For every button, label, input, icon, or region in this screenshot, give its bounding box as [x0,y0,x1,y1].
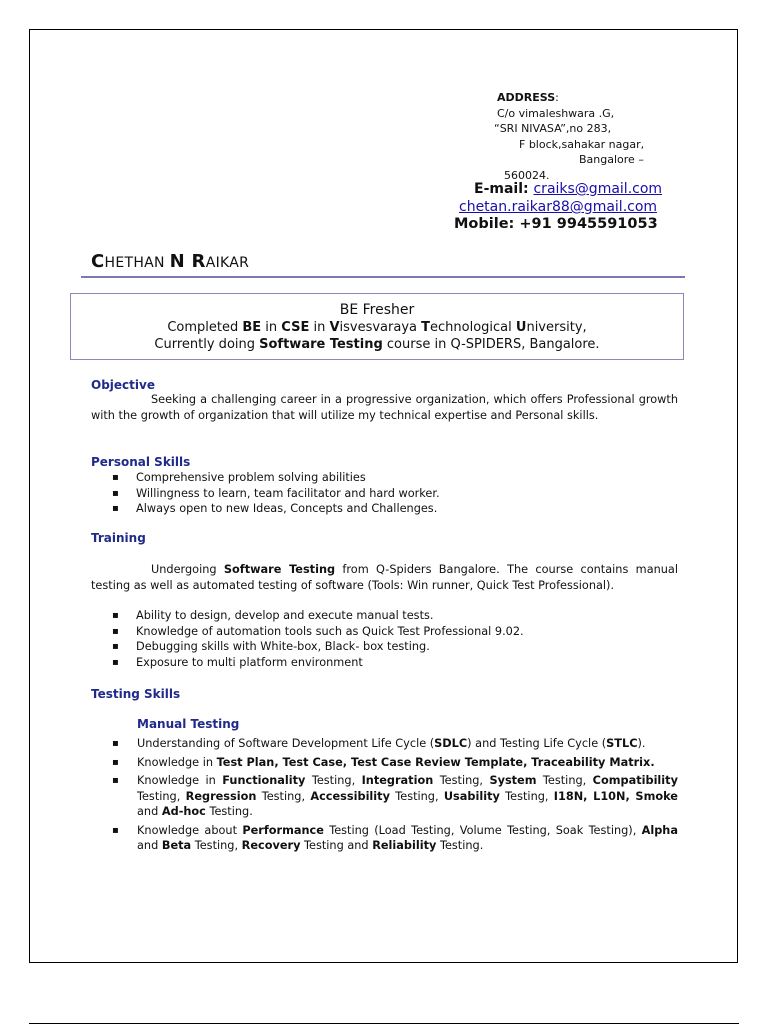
list-item: ▪ Knowledge in Functionality Testing, Integration Testing, System Testing, Compatibility Testing, Regression Testing, Accessibility Testing, Usability Testing, I18N, L10N, Smoke and Ad-hoc Testing. [112,773,678,820]
name-last-rest: AIKAR [205,255,250,271]
list-item: ▪ Always open to new Ideas, Concepts and Challenges. [112,501,440,517]
training-heading: Training [91,531,146,545]
name-initial-middle: N [169,251,185,272]
name-initial-last: R [184,251,206,272]
summary-line-2: Currently doing Software Testing course in Q-SPIDERS, Bangalore. [154,337,600,352]
email-link-2[interactable]: chetan.raikar88@gmail.com [459,199,658,215]
list-item: ▪ Knowledge of automation tools such as Quick Test Professional 9.02. [112,624,524,640]
list-item: ▪ Knowledge in Test Plan, Test Case, Test Case Review Template, Traceability Matrix. [112,755,678,771]
list-item: ▪ Willingness to learn, team facilitator and hard worker. [112,486,440,502]
summary-box [70,293,684,360]
name-divider [81,276,685,278]
list-item: ▪ Debugging skills with White-box, Black- box testing. [112,639,524,655]
manual-testing-heading: Manual Testing [137,717,240,731]
email-secondary [459,199,657,215]
list-item: ▪ Comprehensive problem solving abilities [112,470,440,486]
address-line-3: F block,sahakar nagar, [519,137,645,151]
address-line-4: Bangalore – [579,153,644,166]
email-primary [474,181,662,197]
list-item: ▪ Understanding of Software Development Life Cycle (SDLC) and Testing Life Cycle (STLC). [112,736,678,752]
testing-skills-heading: Testing Skills [91,687,181,701]
candidate-name [91,251,249,272]
list-item: ▪ Exposure to multi platform environment [112,655,524,671]
summary-line-1: Completed BE in CSE in Visvesvaraya Technological University, [167,320,587,335]
training-text: Undergoing Software Testing from Q-Spiders Bangalore. The course contains manual testing as well as automated testing of software (Tools: Win runner, Quick Test Professional). [91,563,678,592]
summary-title: BE Fresher [339,302,415,318]
training-list [112,608,524,670]
objective-text: Seeking a challenging career in a progressive organization, which offers Professional growth with the growth of organization that will utilize my technical expertise and Personal skills. [91,393,678,422]
name-initial-first: C [91,251,105,272]
mobile-number: Mobile: +91 9945591053 [454,216,658,232]
list-item: ▪ Ability to design, develop and execute manual tests. [112,608,524,624]
address-line-2: “SRI NIVASA”,no 283, [494,122,612,135]
address-colon: : [555,91,559,104]
list-item: ▪ Knowledge about Performance Testing (Load Testing, Volume Testing, Soak Testing), Alpha and Beta Testing, Recovery Testing and Reliability Testing. [112,823,678,854]
address-label: ADDRESS [497,91,556,104]
personal-skills-heading: Personal Skills [91,455,191,469]
testing-skills-list [112,736,678,857]
email-label: E-mail: [474,181,534,197]
address-block [494,90,645,183]
address-line-5: 560024. [504,168,550,182]
email-link-1[interactable]: craiks@gmail.com [533,181,663,197]
address-line-1: C/o vimaleshwara .G, [497,106,615,120]
name-first-rest: HETHAN [104,255,170,271]
personal-skills-list [112,470,440,517]
objective-heading: Objective [91,378,155,392]
